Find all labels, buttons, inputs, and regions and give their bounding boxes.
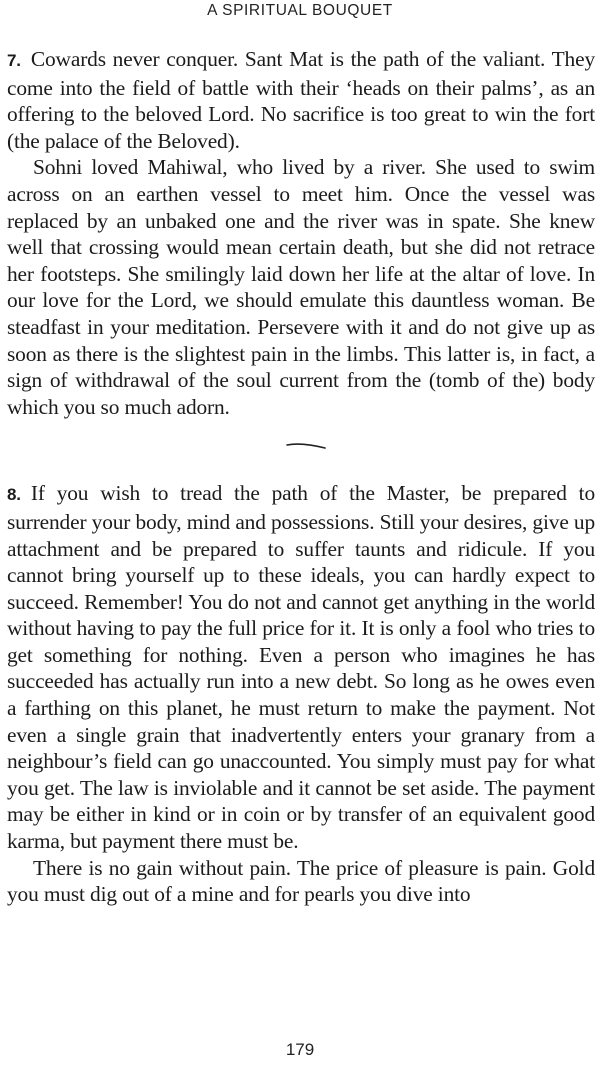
running-head: A SPIRITUAL BOUQUET — [207, 2, 393, 19]
section-number: 7. — [7, 51, 21, 70]
swash-ornament-icon — [285, 442, 327, 450]
page-body — [7, 46, 595, 908]
page-number: 179 — [285, 1040, 315, 1059]
section-7-paragraph-2: Sohni loved Mahiwal, who lived by a river. She used to swim across on an earthen vessel to meet him. Once the vessel was replaced by an unbaked one and the river was in spate. She knew well that crossing would mean certain death, but she did not retrace her footsteps. She smilingly laid down her life at the altar of love. In our love for the Lord, we should emulate this dauntless woman. Be steadfast in your meditation. Persevere with it and do not give up as soon as there is the slightest pain in the limbs. This latter is, in fact, a sign of withdrawal of the soul current from the (tomb of the) body which you so much adorn. — [7, 155, 595, 419]
paragraph-text: If you wish to tread the path of the Master, be prepared to surrender your body, mind and possessions. Still your desires, give up attachment and be prepared to suffer taunts and ridicule. If you cannot bring yourself up to these ideals, you can hardly expect to succeed. Remember! You do not and cannot get anything in the world without having to pay the full price for it. It is only a fool who tries to get something for nothing. Even a person who imagines he has succeeded has actually run into a new debt. So long as he owes even a farthing on this planet, he must return to make the payment. Not even a single grain that inadvertently enters your granary from a neighbour’s field can go unaccounted. You simply must pay for what you get. The law is inviolable and it cannot be set aside. The payment may be either in kind or in coin or by transfer of an equivalent good karma, but payment there must be. — [7, 481, 595, 854]
section-8-paragraph-2: There is no gain without pain. The price of pleasure is pain. Gold you must dig out of a mine and for pearls you dive into — [7, 855, 595, 907]
section-8-paragraph-1 — [7, 480, 595, 854]
paragraph-text: Cowards never conquer. Sant Mat is the path of the valiant. They come into the field of battle with their ‘heads on their palms’, as an offering to the beloved Lord. No sacrifice is too great to win the fort (the palace of the Beloved). — [7, 47, 595, 153]
section-divider — [7, 420, 595, 480]
section-7-paragraph-1 — [7, 46, 595, 154]
section-number: 8. — [7, 485, 21, 505]
